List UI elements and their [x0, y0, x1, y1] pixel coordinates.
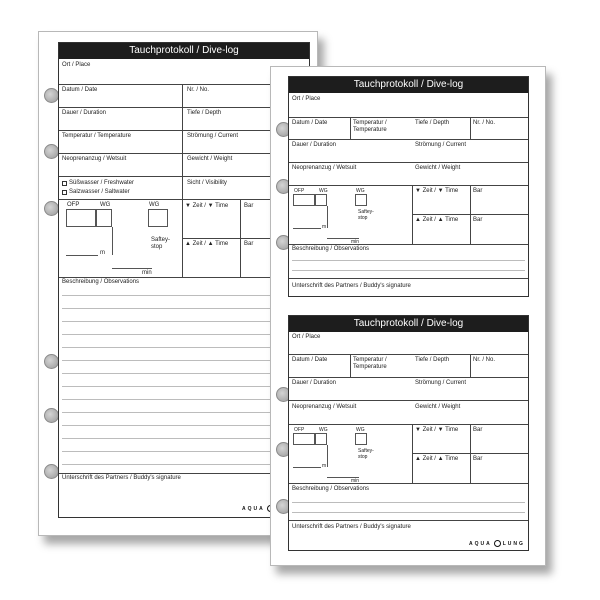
temperature-label: Temperatur / [353, 357, 387, 363]
aqua-lung-logo: AQUA LUNG [469, 540, 525, 547]
ofp-box [293, 433, 315, 445]
wg-label: WG [149, 202, 160, 208]
aqua-lung-emblem-icon [494, 540, 501, 547]
bar-label: Bar [473, 456, 483, 462]
binder-hole [44, 464, 59, 479]
time-down-label: ▼ Zeit / ▼ Time [415, 427, 459, 433]
ofp-label: OFP [294, 188, 305, 194]
bar-label: Bar [473, 188, 483, 194]
dive-log-form-top [288, 76, 529, 297]
date-label: Datum / Date [62, 87, 98, 93]
safety-stop-label: stop [151, 244, 163, 250]
weight-label: Gewicht / Weight [415, 404, 461, 410]
place-label: Ort / Place [62, 62, 91, 68]
duration-label: Dauer / Duration [62, 110, 107, 116]
right-dive-log-sheet [270, 66, 546, 566]
current-label: Strömung / Current [415, 380, 467, 386]
weight-label: Gewicht / Weight [187, 156, 233, 162]
form-title: Tauchprotokoll / Dive-log [59, 43, 309, 59]
ofp-label: OFP [67, 202, 80, 208]
depth-label: Tiefe / Depth [415, 120, 450, 126]
date-label: Datum / Date [292, 120, 328, 126]
wetsuit-label: Neoprenanzug / Wetsuit [292, 404, 357, 410]
wg-box [96, 209, 112, 227]
binder-hole [44, 201, 59, 216]
number-label: Nr. / No. [473, 120, 496, 126]
observations-label: Beschreibung / Observations [62, 279, 140, 285]
binder-hole [44, 408, 59, 423]
wg-box [355, 433, 367, 445]
time-up-label: ▲ Zeit / ▲ Time [415, 456, 459, 462]
date-label: Datum / Date [292, 357, 328, 363]
temperature-label: Temperature [353, 127, 387, 133]
number-label: Nr. / No. [473, 357, 496, 363]
form-title: Tauchprotokoll / Dive-log [289, 77, 528, 93]
wg-label: WG [356, 427, 365, 433]
ofp-box [293, 194, 315, 206]
ofp-box [66, 209, 96, 227]
wetsuit-label: Neoprenanzug / Wetsuit [62, 156, 127, 162]
signature-label: Unterschrift des Partners / Buddy's signature [62, 475, 181, 481]
depth-label: Tiefe / Depth [415, 357, 450, 363]
visibility-label: Sicht / Visibility [187, 180, 227, 186]
current-label: Strömung / Current [415, 142, 467, 148]
wg-box [315, 433, 327, 445]
minute-unit: min [351, 239, 360, 245]
observations-label: Beschreibung / Observations [292, 486, 370, 492]
weight-label: Gewicht / Weight [415, 165, 461, 171]
freshwater-label: Süßwasser / Freshwater [69, 180, 135, 186]
wg-label: WG [356, 188, 365, 194]
place-label: Ort / Place [292, 96, 321, 102]
bar-label: Bar [473, 427, 483, 433]
wg-label: WG [319, 188, 328, 194]
bar-label: Bar [244, 241, 254, 247]
meter-unit: m [322, 224, 327, 230]
bar-label: Bar [473, 217, 483, 223]
number-label: Nr. / No. [187, 87, 210, 93]
saltwater-label: Salzwasser / Saltwater [69, 189, 130, 195]
form-title: Tauchprotokoll / Dive-log [289, 316, 528, 332]
safety-stop-label: Saftey- [358, 209, 374, 215]
observations-label: Beschreibung / Observations [292, 246, 370, 252]
temperature-label: Temperatur / Temperature [62, 133, 131, 139]
safety-stop-label: Saftey- [358, 448, 374, 454]
wg-label: WG [319, 427, 328, 433]
wg-box [315, 194, 327, 206]
depth-label: Tiefe / Depth [187, 110, 222, 116]
time-down-label: ▼ Zeit / ▼ Time [185, 203, 229, 209]
saltwater-checkbox[interactable] [62, 190, 67, 195]
place-label: Ort / Place [292, 334, 321, 340]
binder-hole [44, 144, 59, 159]
safety-stop-label: Saftey- [151, 237, 171, 243]
signature-label: Unterschrift des Partners / Buddy's signature [292, 524, 411, 530]
wetsuit-label: Neoprenanzug / Wetsuit [292, 165, 357, 171]
meter-unit: m [100, 250, 105, 256]
wg-box [148, 209, 168, 227]
duration-label: Dauer / Duration [292, 142, 337, 148]
signature-label: Unterschrift des Partners / Buddy's signature [292, 283, 411, 289]
bar-label: Bar [244, 203, 254, 209]
time-up-label: ▲ Zeit / ▲ Time [185, 241, 229, 247]
binder-hole [44, 354, 59, 369]
binder-hole [44, 88, 59, 103]
temperature-label: Temperature [353, 364, 387, 370]
wg-box [355, 194, 367, 206]
dive-log-form-bottom [288, 315, 529, 551]
temperature-label: Temperatur / [353, 120, 387, 126]
meter-unit: m [322, 463, 327, 469]
minute-unit: min [351, 478, 360, 484]
current-label: Strömung / Current [187, 133, 239, 139]
minute-unit: min [142, 270, 152, 276]
aqua-lung-logo: AQUA [242, 505, 298, 512]
wg-label: WG [100, 202, 111, 208]
duration-label: Dauer / Duration [292, 380, 337, 386]
freshwater-checkbox[interactable] [62, 181, 67, 186]
time-up-label: ▲ Zeit / ▲ Time [415, 217, 459, 223]
ofp-label: OFP [294, 427, 305, 433]
time-down-label: ▼ Zeit / ▼ Time [415, 188, 459, 194]
safety-stop-label: stop [358, 454, 368, 460]
safety-stop-label: stop [358, 215, 368, 221]
